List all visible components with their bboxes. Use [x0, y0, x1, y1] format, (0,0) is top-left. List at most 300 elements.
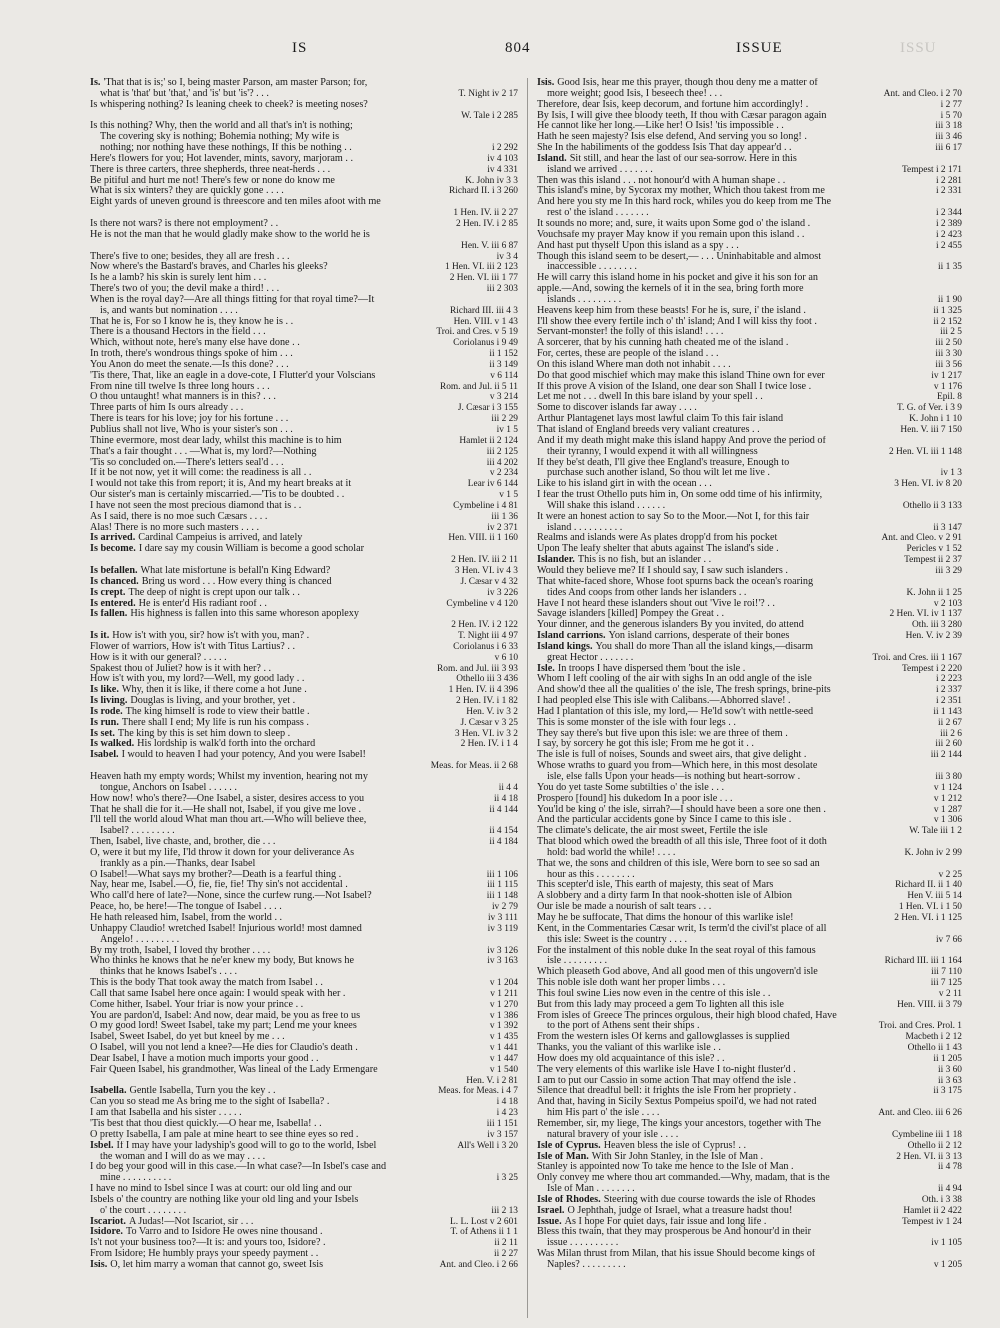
- concordance-line: [537, 859, 962, 870]
- quotation-text: Is't not your business too?—It is: and yours too, Isidore? .: [90, 1238, 326, 1249]
- concordance-line: [537, 1184, 962, 1195]
- play-reference: Epil. 8: [934, 392, 962, 403]
- play-reference: i 5 70: [938, 111, 962, 122]
- play-reference: K. John iv 3 3: [462, 176, 518, 187]
- play-reference: 2 Hen. IV. i 1 4: [458, 739, 518, 750]
- quotation-text: inaccessible . . . . . . . .: [547, 262, 637, 273]
- play-reference: Othello ii 3 133: [900, 501, 962, 512]
- concordance-line: [90, 154, 518, 165]
- concordance-line: [537, 935, 962, 946]
- quotation-text: It were an honest action to say So to the Moor.—Not I, for this fair: [537, 511, 810, 522]
- concordance-line: [537, 1097, 962, 1108]
- quotation-text: Realms and islands were As plates dropp'd from his pocket: [537, 533, 778, 544]
- concordance-line: [537, 1086, 962, 1097]
- concordance-line: [537, 523, 962, 534]
- play-reference: v 2 103: [931, 599, 962, 610]
- play-reference: 2 Hen. IV. i 2 85: [453, 219, 518, 230]
- quotation-text: him His part o' the isle . . . .: [547, 1108, 660, 1119]
- quotation-text: To Varro and to Isidore He owes nine thousand .: [125, 1227, 323, 1238]
- quotation-text: I am to put our Cassio in some action That may offend the isle .: [537, 1075, 797, 1086]
- quotation-text: Fair Queen Isabel, his grandmother, Was lineal of the Lady Ermengare: [90, 1064, 378, 1075]
- play-reference: ii 2 67: [935, 718, 962, 729]
- quotation-text: This is some monster of the isle with four legs . .: [537, 717, 736, 728]
- play-reference: 2 Hen. VI. i 1 125: [891, 913, 962, 924]
- quotation-text: Have I not heard these islanders shout out 'Vive le roi!'? . .: [537, 598, 775, 609]
- headword: Is set.: [90, 728, 115, 739]
- play-reference: v 1 212: [931, 794, 962, 805]
- play-reference: iii 3 18: [932, 121, 962, 132]
- play-reference: Richard III. iii 1 164: [882, 956, 962, 967]
- quotation-text: And the particular accidents gone by Since I came to this isle .: [537, 815, 792, 826]
- quotation-text: isle . . . . . . . . .: [547, 956, 607, 967]
- quotation-text: Dear Isabel, I have a motion much imports your good . .: [90, 1053, 319, 1064]
- quotation-text: Had I plantation of this isle, my lord,— He'ld sow't with nettle-seed: [537, 706, 814, 717]
- play-reference: v 1 205: [931, 1260, 962, 1271]
- play-reference: Tempest ii 2 37: [901, 555, 962, 566]
- quotation-text: There shall I end; My life is run his compass .: [121, 717, 309, 728]
- play-reference: iii 2 303: [484, 284, 518, 295]
- concordance-line: [90, 468, 518, 479]
- concordance-line: [537, 946, 962, 957]
- play-reference: Oth. iii 3 280: [909, 620, 962, 631]
- quotation-text: island . . . . . . . . . .: [547, 522, 623, 533]
- concordance-line: [537, 436, 962, 447]
- quotation-text: How does my old acquaintance of this isle? . .: [537, 1053, 725, 1064]
- play-reference: iv 1 5: [494, 425, 518, 436]
- play-reference: i 2 351: [933, 696, 962, 707]
- concordance-line: [537, 262, 962, 273]
- quotation-text: Thine evermore, most dear lady, whilst this machine is to him: [90, 435, 342, 446]
- concordance-line: [90, 1021, 518, 1032]
- quotation-text: This island's mine, by Sycorax my mother, Which thou takest from me: [537, 186, 825, 197]
- concordance-line: [537, 197, 962, 208]
- concordance-line: [537, 761, 962, 772]
- quotation-text: Kent, in the Commentaries Cæsar writ, Is term'd the civil'st place of all: [537, 923, 827, 934]
- quotation-text: And that, having in Sicily Sextus Pompeius spoil'd, we had not rated: [537, 1097, 817, 1108]
- play-reference: i 3 25: [494, 1173, 518, 1184]
- concordance-line: [537, 349, 962, 360]
- quotation-text: Therefore, dear Isis, keep decorum, and fortune him accordingly! .: [537, 99, 809, 110]
- headword: Isis.: [537, 78, 555, 88]
- quotation-text: hold: bad world the while! . . . .: [547, 847, 676, 858]
- play-reference: Othello ii 1 43: [905, 1043, 962, 1054]
- quotation-text: I fear the trust Othello puts him in, On some odd time of his infirmity,: [537, 490, 823, 501]
- concordance-line: [537, 1119, 962, 1130]
- concordance-line: [90, 1119, 518, 1130]
- play-reference: Hen. VIII. ii 3 79: [894, 1000, 962, 1011]
- quotation-text: You are pardon'd, Isabel: And now, dear maid, be you as free to us: [90, 1010, 361, 1021]
- play-reference: iii 2 125: [484, 447, 518, 458]
- concordance-line: [537, 1021, 962, 1032]
- concordance-line: [90, 165, 518, 176]
- quotation-text: Nay, hear me, Isabel.—O, fie, fie, fie! Thy sin's not accidental .: [90, 880, 348, 891]
- quotation-text: From isles of Greece The princes orgulous, their high blood chafed, Have: [537, 1010, 837, 1021]
- concordance-line: [537, 403, 962, 414]
- concordance-line: [537, 241, 962, 252]
- play-reference: Hen. VIII. v 1 43: [451, 317, 518, 328]
- play-reference: ii 4 94: [935, 1184, 962, 1195]
- concordance-line: [90, 544, 518, 555]
- concordance-line: [90, 1195, 518, 1206]
- headword: Is rode.: [90, 706, 123, 717]
- concordance-line: [537, 544, 962, 555]
- concordance-line: [90, 1043, 518, 1054]
- concordance-line: [537, 468, 962, 479]
- concordance-line: [537, 132, 962, 143]
- headword: Isle of Rhodes.: [537, 1194, 601, 1205]
- concordance-line: [90, 273, 518, 284]
- concordance-line: [537, 826, 962, 837]
- quotation-text: issue . . . . . . . . . .: [547, 1238, 619, 1249]
- headword: Isbel.: [90, 1140, 114, 1151]
- concordance-line: [90, 1108, 518, 1119]
- quotation-text: O thou untaught! what manners is in this? . . .: [90, 392, 276, 403]
- concordance-line: [90, 219, 518, 230]
- quotation-text: Who thinks he knows that he ne'er knew my body, But knows he: [90, 956, 355, 967]
- play-reference: Meas. for Meas. i 4 7: [435, 1086, 518, 1097]
- headword: Isle.: [537, 663, 555, 674]
- play-reference: iii 1 151: [484, 1119, 518, 1130]
- play-reference: 2 Hen. VI. iii 1 148: [886, 447, 962, 458]
- play-reference: Rom. and Jul. iii 3 93: [434, 664, 518, 675]
- quotation-text: That he is, For so I know he is, they know he is . .: [90, 316, 294, 327]
- quotation-text: You do yet taste Some subtilties o' the isle . . .: [537, 782, 725, 793]
- concordance-line: [90, 392, 518, 403]
- play-reference: Cymbeline iii 1 18: [889, 1130, 962, 1141]
- play-reference: iv 1 105: [928, 1238, 962, 1249]
- quotation-text: Peace, ho, be here!—The tongue of Isabel . . . .: [90, 902, 282, 913]
- quotation-text: rest o' the island . . . . . . .: [547, 208, 649, 219]
- play-reference: v 1 386: [487, 1011, 518, 1022]
- play-reference: Hen. V. iv 3 2: [463, 707, 518, 718]
- quotation-text: When is the royal day?—Are all things fitting for that royal time?—It: [90, 294, 375, 305]
- play-reference: T. Night iv 2 17: [456, 89, 518, 100]
- concordance-line: [537, 100, 962, 111]
- headword: Is.: [90, 78, 101, 88]
- concordance-line: [537, 154, 962, 165]
- concordance-line: [90, 349, 518, 360]
- play-reference: Cymbeline v 4 120: [443, 599, 518, 610]
- play-reference: v 2 25: [936, 870, 962, 881]
- play-reference: iii 1 106: [484, 870, 518, 881]
- concordance-line: [537, 1195, 962, 1206]
- concordance-line: [537, 1065, 962, 1076]
- concordance-line: [537, 392, 962, 403]
- concordance-line: [537, 729, 962, 740]
- concordance-line: [90, 696, 518, 707]
- quotation-text: Bless this twain, that they may prosperous be And honour'd in their: [537, 1227, 812, 1238]
- concordance-line: [90, 664, 518, 675]
- quotation-text: natural bravery of your isle . . . .: [547, 1129, 679, 1140]
- quotation-text: The very elements of this warlike isle Have I to-night fluster'd .: [537, 1064, 796, 1075]
- play-reference: v 6 114: [487, 371, 518, 382]
- concordance-line: [90, 826, 518, 837]
- concordance-line: [537, 599, 962, 610]
- play-reference: v 1 124: [931, 783, 962, 794]
- quotation-text: Steering with due course towards the isle of Rhodes: [603, 1194, 816, 1205]
- concordance-line: [537, 870, 962, 881]
- play-reference: W. Tale i 2 285: [458, 111, 518, 122]
- concordance-line: [90, 880, 518, 891]
- concordance-line: [537, 642, 962, 653]
- quotation-text: I dare say my cousin William is become a good scholar: [138, 544, 365, 555]
- quotation-text: Whom I left cooling of the air with sighs In an odd angle of the isle: [537, 674, 812, 685]
- concordance-line: [537, 1011, 962, 1022]
- play-reference: 3 Hen. VI. iv 8 20: [891, 479, 962, 490]
- play-reference: 3 Hen. VI. iv 4 3: [452, 566, 518, 577]
- quotation-text: In troth, there's wondrous things spoke of him . . .: [90, 349, 293, 360]
- play-reference: iv 3 111: [485, 913, 518, 924]
- quotation-text: Three parts of him Is ours already . . .: [90, 403, 244, 414]
- quotation-text: A Judas!—Not Iscariot, sir . . .: [128, 1216, 254, 1227]
- concordance-line: [90, 1086, 518, 1097]
- concordance-line: [90, 761, 518, 772]
- concordance-line: [537, 186, 962, 197]
- play-reference: All's Well i 3 20: [454, 1141, 518, 1152]
- concordance-line: [90, 674, 518, 685]
- concordance-line: [90, 1130, 518, 1141]
- concordance-line: [537, 1238, 962, 1249]
- quotation-text: I would to heaven I had your potency, And you were Isabel!: [121, 750, 366, 761]
- play-reference: v 1 270: [487, 1000, 518, 1011]
- concordance-line: [90, 533, 518, 544]
- quotation-text: And if my death might make this island happy And prove the period of: [537, 435, 826, 446]
- page-number: 804: [505, 40, 531, 56]
- concordance-line: [537, 501, 962, 512]
- quotation-text: And show'd thee all the qualities o' the isle, The fresh springs, brine-pits: [537, 685, 831, 696]
- concordance-line: [90, 327, 518, 338]
- quotation-text: Your dinner, and the generous islanders By you invited, do attend: [537, 620, 804, 631]
- play-reference: ii 1 143: [930, 707, 962, 718]
- headword: Isle of Man.: [537, 1151, 589, 1162]
- concordance-line: [537, 555, 962, 566]
- concordance-line: [90, 555, 518, 566]
- concordance-line: [537, 533, 962, 544]
- quotation-text: Savage islanders [killed] Pompey the Great . .: [537, 609, 725, 620]
- quotation-text: There is tears for his love; joy for his fortune . . .: [90, 414, 289, 425]
- play-reference: 1 Hen. IV. ii 4 396: [446, 685, 518, 696]
- play-reference: Oth. i 3 38: [919, 1195, 962, 1206]
- play-reference: iv 3 119: [485, 924, 518, 935]
- headword: Is living.: [90, 696, 128, 707]
- quotation-text: Unhappy Claudio! wretched Isabel! Injurious world! most damned: [90, 923, 362, 934]
- concordance-line: [537, 111, 962, 122]
- concordance-line: [537, 512, 962, 523]
- quotation-text: He cannot like her long.—Like her! O Isis! 'tis impossible . .: [537, 121, 784, 132]
- concordance-line: [537, 382, 962, 393]
- play-reference: iii 1 115: [484, 880, 518, 891]
- quotation-text: 'That that is is;' so I, being master Parson, am master Parson; for,: [103, 78, 368, 88]
- concordance-line: [537, 447, 962, 458]
- concordance-line: [537, 317, 962, 328]
- concordance-line: [90, 382, 518, 393]
- concordance-line: [90, 371, 518, 382]
- play-reference: iii 7 125: [928, 978, 962, 989]
- quotation-text: Angelo! . . . . . . . . .: [100, 934, 180, 945]
- quotation-text: O, were it but my life, I'ld throw it down for your deliverance As: [90, 847, 355, 858]
- play-reference: J. Cæsar i 3 155: [455, 403, 518, 414]
- quotation-text: May he be suffocate, That dims the honour of this warlike isle!: [537, 912, 794, 923]
- play-reference: Tempest iv 1 24: [899, 1217, 962, 1228]
- concordance-line: [90, 197, 518, 208]
- headword: Is befallen.: [90, 565, 138, 576]
- quotation-text: Gentle Isabella, Turn you the key . .: [129, 1086, 276, 1097]
- concordance-line: [537, 794, 962, 805]
- play-reference: Pericles v 1 52: [904, 544, 962, 555]
- quotation-text: Upon The leafy shelter that abuts against The island's side .: [537, 544, 779, 555]
- concordance-line: [537, 1260, 962, 1271]
- play-reference: ii 4 78: [935, 1162, 962, 1173]
- concordance-line: [537, 1227, 962, 1238]
- quotation-text: The covering sky is nothing; Bohemia nothing; My wife is: [100, 132, 340, 143]
- concordance-line: [537, 360, 962, 371]
- play-reference: iii 4 202: [484, 458, 518, 469]
- play-reference: ii 1 35: [935, 262, 962, 273]
- concordance-line: [90, 783, 518, 794]
- quotation-text: By my troth, Isabel, I loved thy brother . . . .: [90, 945, 271, 956]
- play-reference: v 1 176: [931, 382, 962, 393]
- quotation-text: What late misfortune is befall'n King Edward?: [140, 565, 331, 576]
- play-reference: iii 3 46: [932, 132, 962, 143]
- concordance-line: [537, 1206, 962, 1217]
- concordance-line: [537, 815, 962, 826]
- concordance-line: [90, 1260, 518, 1271]
- play-reference: K. John ii 1 25: [904, 588, 962, 599]
- play-reference: i 2 223: [933, 674, 962, 685]
- concordance-line: [90, 577, 518, 588]
- play-reference: i 2 77: [938, 100, 962, 111]
- quotation-text: O Isabel!—What says my brother?—Death is a fearful thing .: [90, 869, 342, 880]
- concordance-line: [90, 620, 518, 631]
- concordance-line: [537, 479, 962, 490]
- play-reference: v 1 392: [487, 1021, 518, 1032]
- left-column: [90, 78, 518, 1271]
- concordance-line: [90, 1206, 518, 1217]
- play-reference: iv 3 126: [484, 946, 518, 957]
- headword: Island.: [537, 153, 567, 164]
- concordance-line: [537, 1032, 962, 1043]
- quotation-text: Isabel? . . . . . . . . .: [100, 826, 175, 837]
- concordance-line: [90, 815, 518, 826]
- concordance-line: [90, 805, 518, 816]
- concordance-line: [90, 284, 518, 295]
- concordance-line: [90, 252, 518, 263]
- concordance-line: [90, 902, 518, 913]
- concordance-line: [537, 89, 962, 100]
- concordance-line: [537, 1076, 962, 1087]
- play-reference: i 2 423: [933, 230, 962, 241]
- quotation-text: Now where's the Bastard's braves, and Charles his gleeks?: [90, 262, 328, 273]
- play-reference: i 2 331: [933, 186, 962, 197]
- play-reference: iii 3 56: [932, 360, 962, 371]
- play-reference: Cymbeline i 4 81: [450, 501, 518, 512]
- concordance-line: [90, 609, 518, 620]
- concordance-line: [537, 837, 962, 848]
- quotation-text: Spakest thou of Juliet? how is it with her? . .: [90, 663, 272, 674]
- play-reference: iii 2 144: [928, 750, 962, 761]
- quotation-text: You shall do more Than all the island kings,—disarm: [595, 641, 814, 652]
- play-reference: i 2 292: [489, 143, 518, 154]
- quotation-text: Our sister's man is certainly miscarried.—'Tis to be doubted . .: [90, 490, 345, 501]
- concordance-line: [90, 631, 518, 642]
- quotation-text: The climate's delicate, the air most sweet, Fertile the isle: [537, 826, 768, 837]
- concordance-line: [537, 620, 962, 631]
- quotation-text: Why, then it is like, if there come a hot June .: [121, 685, 307, 696]
- play-reference: ii 1 90: [935, 295, 962, 306]
- concordance-line: [537, 805, 962, 816]
- headword: Is entered.: [90, 598, 136, 609]
- play-reference: 2 Hen. IV. i 2 122: [448, 620, 518, 631]
- play-reference: iii 2 5: [937, 327, 962, 338]
- quotation-text: I would not take this from report; it is, And my heart breaks at it: [90, 479, 352, 490]
- concordance-line: [537, 967, 962, 978]
- play-reference: Hen V. iii 5 14: [904, 891, 962, 902]
- quotation-text: There's five to one; besides, they all are fresh . . .: [90, 251, 290, 262]
- quotation-text: That he shall die for it.—He shall not, Isabel, if you give me love .: [90, 804, 362, 815]
- play-reference: 2 Hen. IV. iii 2 11: [448, 555, 518, 566]
- concordance-line: [90, 501, 518, 512]
- quotation-text: the woman and I will do as we may . . . .: [100, 1151, 266, 1162]
- play-reference: iii 3 30: [932, 349, 962, 360]
- play-reference: iv 3 4: [494, 252, 518, 263]
- concordance-line: [90, 176, 518, 187]
- concordance-line: [537, 631, 962, 642]
- concordance-line: [90, 1173, 518, 1184]
- play-reference: iv 1 3: [938, 468, 962, 479]
- headword: Island kings.: [537, 641, 593, 652]
- quotation-text: Isbels o' the country are nothing like your old ling and your Isbels: [90, 1194, 359, 1205]
- quotation-text: This is no fish, but an islander . .: [577, 555, 712, 566]
- concordance-line: [537, 924, 962, 935]
- play-reference: 2 Hen. VI. iii 1 77: [447, 273, 518, 284]
- concordance-line: [90, 978, 518, 989]
- quotation-text: Which pleaseth God above, And all good men of this ungovern'd isle: [537, 967, 818, 978]
- concordance-line: [90, 729, 518, 740]
- play-reference: iii 1 148: [484, 891, 518, 902]
- quotation-text: By Isis, I will give thee bloody teeth, If thou with Cæsar paragon again: [537, 110, 827, 121]
- play-reference: Coriolanus i 6 33: [450, 642, 518, 653]
- concordance-line: [537, 609, 962, 620]
- quotation-text: This noble isle doth want her proper limbs . . .: [537, 978, 726, 989]
- quotation-text: Publius shall not live, Who is your sister's son . . .: [90, 425, 293, 435]
- concordance-line: [90, 447, 518, 458]
- quotation-text: Will shake this island . . . . . .: [547, 500, 666, 511]
- concordance-line: [90, 1249, 518, 1260]
- quotation-text: But from this lady may proceed a gem To lighten all this isle: [537, 999, 784, 1010]
- concordance-line: [90, 1238, 518, 1249]
- concordance-line: [90, 295, 518, 306]
- quotation-text: Was Milan thrust from Milan, that his issue Should become kings of: [537, 1249, 816, 1260]
- quotation-text: Isle of Man . . . . . . . .: [547, 1184, 635, 1195]
- quotation-text: He is enter'd His radiant roof . .: [138, 598, 267, 609]
- quotation-text: I say, by sorcery he got this isle; From me he got it . .: [537, 739, 754, 750]
- quotation-text: O my good lord! Sweet Isabel, take my part; Lend me your knees: [90, 1021, 357, 1032]
- concordance-line: [90, 458, 518, 469]
- play-reference: ii 3 63: [935, 1076, 962, 1087]
- headword: Island carrions.: [537, 631, 606, 642]
- concordance-line: [537, 1043, 962, 1054]
- quotation-text: O Isabel, will you not lend a knee?—He dies for Claudio's death .: [90, 1043, 358, 1054]
- quotation-text: How now! who's there?—One Isabel, a sister, desires access to you: [90, 793, 365, 804]
- quotation-text: Who call'd here of late?—None, since the curfew rung.—Not Isabel?: [90, 891, 372, 902]
- play-reference: Macbeth i 2 12: [903, 1032, 963, 1043]
- quotation-text: 'Tis so concluded on.—There's letters seal'd . . .: [90, 457, 284, 468]
- play-reference: Tempest i 2 171: [899, 165, 962, 176]
- quotation-text: Is there not wars? is there not employment? . .: [90, 218, 279, 229]
- play-reference: Othello ii 2 12: [905, 1141, 962, 1152]
- quotation-text: That blood which owed the breadth of all this isle, Three foot of it doth: [537, 837, 827, 848]
- play-reference: ii 3 175: [930, 1086, 962, 1097]
